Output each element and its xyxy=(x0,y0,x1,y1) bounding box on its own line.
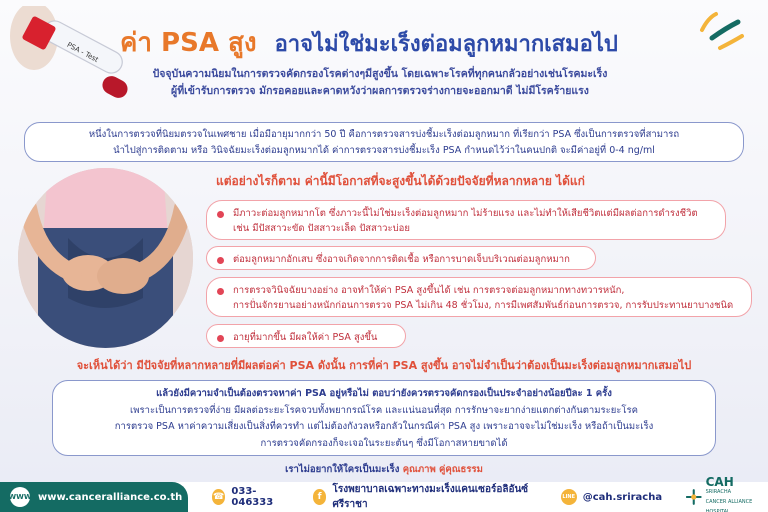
logo-subtext-2: CANCER ALLIANCE HOSPITAL xyxy=(705,499,753,512)
advice-line-4: การตรวจคัดกรองก็จะเจอในระยะต้นๆ ซึ่งมีโอกาสหายขาดได้ xyxy=(260,437,508,449)
slogan-part-1: เราไม่อยากให้ใครเป็นมะเร็ง xyxy=(285,464,400,475)
bullet-dot-icon xyxy=(217,257,224,264)
intro-text xyxy=(120,66,640,100)
facebook-page-name[interactable]: โรงพยาบาลเฉพาะทางมะเร็งแคนเซอร์อลิอันซ์ ศรีราชา xyxy=(332,484,529,510)
factor-item xyxy=(206,246,596,270)
bullet-dot-icon xyxy=(217,211,224,218)
factor-item xyxy=(206,324,406,348)
footer-facebook[interactable] xyxy=(313,482,535,512)
logo-subtext-1: SRIRACHA xyxy=(705,489,732,495)
factors-heading: แต่อย่างไรก็ตาม ค่านี้มีโอกาสที่จะสูงขึ้นได้ด้วยปัจจัยที่หลากหลาย ได้แก่ xyxy=(216,174,585,188)
screening-advice-box xyxy=(52,380,716,456)
tube-label: PSA - Test xyxy=(65,40,100,65)
factor-item xyxy=(206,277,752,317)
bullet-dot-icon xyxy=(217,335,224,342)
footer-phone[interactable] xyxy=(212,486,289,508)
phone-number[interactable]: 033-046333 xyxy=(231,486,274,508)
title-part-not-cancer: อาจไม่ใช่มะเร็งต่อมลูกหมากเสมอไป xyxy=(274,32,618,57)
intro-line-2: ผู้ที่เข้ารับการตรวจ มักรอคอยและคาดหวังว่าผลการตรวจร่างกายจะออกมาดี ไม่มีโรคร้ายแรง xyxy=(171,85,589,97)
website-link[interactable]: www.canceralliance.co.th xyxy=(38,491,183,503)
factor-line: ต่อมลูกหมากอักเสบ ซึ่งอาจเกิดจากการติดเชื้อ หรือการบาดเจ็บบริเวณต่อมลูกหมาก xyxy=(233,254,570,265)
factor-line: การตรวจวินิจฉัยบางอย่าง อาจทำให้ค่า PSA สูงขึ้นได้ เช่น การตรวจต่อมลูกหมากทางทวารหนัก, xyxy=(233,285,625,296)
bullet-dot-icon xyxy=(217,288,224,295)
psa-info-box xyxy=(24,122,744,162)
title-part-psa-high: ค่า PSA สูง xyxy=(120,28,257,58)
page-title xyxy=(120,22,680,62)
decorative-strokes xyxy=(696,10,746,54)
footer-bar xyxy=(0,475,768,512)
conclusion-text: จะเห็นได้ว่า มีปัจจัยที่หลากหลายที่มีผลต่อค่า PSA ดังนั้น การที่ค่า PSA สูงขึ้น อาจไม่จำเป็นว่าต้องเป็นมะเร็งต่อมลูกหมากเสมอไป xyxy=(76,359,692,372)
footer-website[interactable] xyxy=(0,482,188,512)
factor-item xyxy=(206,200,726,240)
intro-line-1: ปัจจุบันความนิยมในการตรวจคัดกรองโรคต่างๆมีสูงขึ้น โดยเฉพาะโรคที่ทุกคนกลัวอย่างเช่นโรคมะเร็ง xyxy=(152,68,608,80)
slogan-part-2: คุณภาพ คู่คุณธรรม xyxy=(402,464,483,475)
cah-logo-icon xyxy=(686,488,702,506)
slogan xyxy=(0,462,768,477)
advice-line-1: แล้วยังมีความจำเป็นต้องตรวจหาค่า PSA อยู่หรือไม่ ตอบว่ายังควรตรวจคัดกรองเป็นประจำอย่างน้อยปีละ 1 ครั้ง xyxy=(156,388,612,399)
factor-line: มีภาวะต่อมลูกหมากโต ซึ่งภาวะนี้ไม่ใช่มะเร็งต่อมลูกหมาก ไม่ร้ายแรง และไม่ทำให้เสียชีวิตแต่มีผลต่อการดำรงชีวิต xyxy=(233,208,698,219)
advice-line-3: การตรวจ PSA หาค่าความเสี่ยงเป็นสิ่งที่ควรทำ แต่ไม่ต้องกังวลหรือกลัวในกรณีค่า PSA สูง เพราะอาจจะไม่ใช่มะเร็ง หรือถ้าเป็นมะเร็ง xyxy=(114,421,654,432)
footer-line[interactable] xyxy=(561,489,662,505)
line-app-icon: LINE xyxy=(561,489,577,505)
facebook-icon: f xyxy=(313,489,327,505)
factor-line: เช่น มีปัสสาวะขัด ปัสสาวะเล็ด ปัสสาวะบ่อย xyxy=(233,223,410,234)
globe-icon: WWW xyxy=(10,487,30,507)
advice-line-2: เพราะเป็นการตรวจที่ง่าย มีผลต่อระยะโรคจวบทั้งพยากรณ์โรค และแน่นอนที่สุด การรักษาจะยากง่ายแตกต่างกันตามระยะโรค xyxy=(130,404,638,416)
phone-icon: ☎ xyxy=(212,489,226,505)
factor-line: อายุที่มากขึ้น มีผลให้ค่า PSA สูงขึ้น xyxy=(233,332,378,343)
psa-info-line-1: หนึ่งในการตรวจที่นิยมตรวจในเพศชาย เมื่อมีอายุมากกว่า 50 ปี คือการตรวจสารบ่งชี้มะเร็งต่อมลูกหมาก ที่เรียกว่า PSA ซึ่งเป็นการตรวจที่สามารถ xyxy=(88,129,680,140)
psa-info-line-2: นำไปสู่การติดตาม หรือ วินิจฉัยมะเร็งต่อมลูกหมากได้ ค่าการตรวจสารบ่งชี้มะเร็ง PSA กำหนดไว้ว่าในคนปกติ จะมีค่าอยู่ที่ 0-4 ng/ml xyxy=(113,145,655,156)
hospital-logo xyxy=(686,477,768,512)
factor-line: การปั่นจักรยานอย่างหนักก่อนการตรวจ PSA ไม่เกิน 48 ชั่วโมง, การมีเพศสัมพันธ์ก่อนการตรวจ, การรับประทานยาบางชนิด xyxy=(233,300,734,311)
line-id[interactable]: @cah.sriracha xyxy=(582,491,663,503)
logo-text: CAH xyxy=(705,475,734,489)
patient-photo xyxy=(18,168,193,348)
